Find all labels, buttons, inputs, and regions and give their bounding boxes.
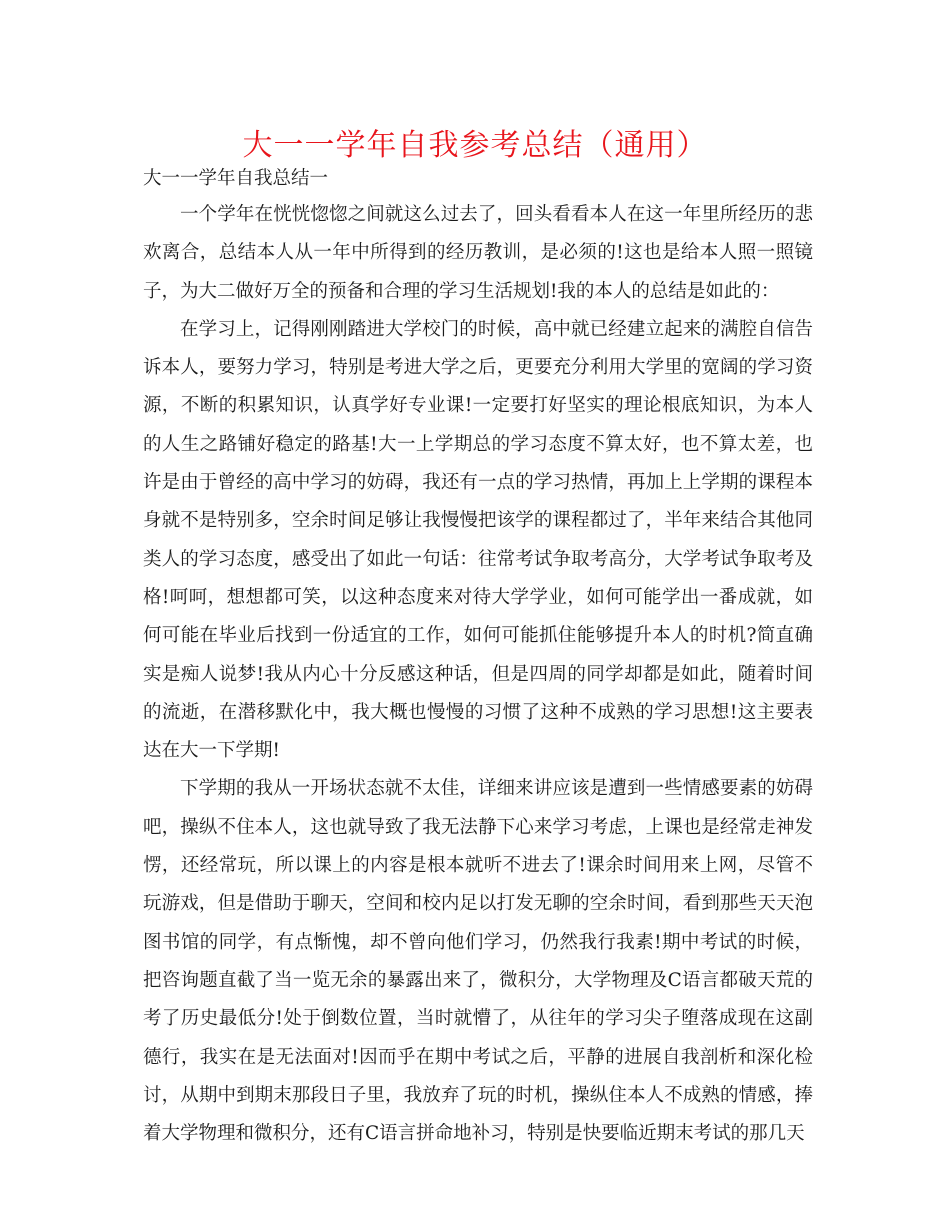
document-title: 大一一学年自我参考总结（通用） <box>242 128 708 163</box>
section-subheading: 大一一学年自我总结一 <box>143 168 329 189</box>
paragraph: 下学期的我从一开场状态就不太佳，详细来讲应该是遭到一些情感要素的妨碍吧，操纵不住本人，这也就导致了我无法静下心来学习考虑，上课也是经常走神发愣，还经常玩，所以课上的内容是根本就听不进去了!课余时间用来上网，尽管不玩游戏，但是借助于聊天，空间和校内足以打发无聊的空余时间，看到那些天天泡图书馆的同学，有点惭愧，却不曾向他们学习，仍然我行我素!期中考试的时候，把咨询题直截了当一览无余的暴露出来了，微积分，大学物理及C语言都破天荒的考了历史最低分!处于倒数位置，当时就懵了，从往年的学习尖子堕落成现在这副德行，我实在是无法面对!因而乎在期中考试之后，平静的进展自我剖析和深化检讨，从期中到期末那段日子里，我放弃了玩的时机，操纵住本人不成熟的情感，捧着大学物理和微积分，还有C语言拼命地补习，特别是快要临近期末考试的那几天 <box>143 778 814 1145</box>
document-body <box>143 162 813 1153</box>
paragraph: 在学习上，记得刚刚踏进大学校门的时候，高中就已经建立起来的满腔自信告诉本人，要努力学习，特别是考进大学之后，更要充分利用大学里的宽阔的学习资源，不断的积累知识，认真学好专业课!一定要打好坚实的理论根底知识，为本人的人生之路铺好稳定的路基!大一上学期总的学习态度不算太好，也不算太差，也许是由于曾经的高中学习的妨碍，我还有一点的学习热情，再加上上学期的课程本身就不是特别多，空余时间足够让我慢慢把该学的课程都过了，半年来结合其他同类人的学习态度，感受出了如此一句话：往常考试争取考高分，大学考试争取考及格!呵呵，想想都可笑，以这种态度来对待大学学业，如何可能学出一番成就，如何可能在毕业后找到一份适宜的工作，如何可能抓住能够提升本人的时机?简直确实是痴人说梦!我从内心十分反感这种话，但是四周的同学却都是如此，随着时间的流逝，在潜移默化中，我大概也慢慢的习惯了这种不成熟的学习思想!这主要表达在大一下学期! <box>143 318 814 762</box>
paragraph: 一个学年在恍恍惚惚之间就这么过去了，回头看看本人在这一年里所经历的悲欢离合，总结本人从一年中所得到的经历教训，是必须的!这也是给本人照一照镜子，为大二做好万全的预备和合理的学习生活规划!我的本人的总结是如此的： <box>143 204 813 302</box>
